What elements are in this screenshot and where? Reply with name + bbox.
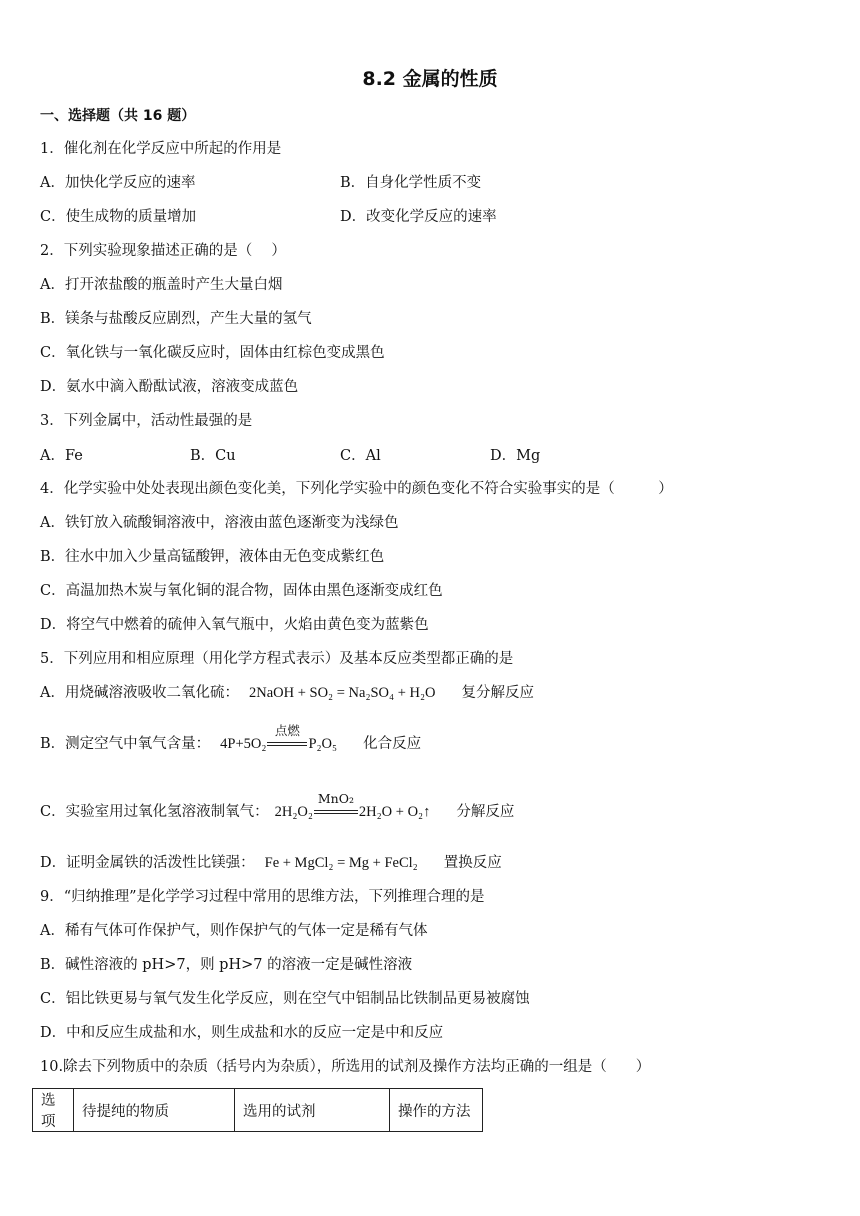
table-header-row [33,1089,483,1132]
question-2-stem: 2．下列实验现象描述正确的是（ ） [40,243,286,259]
question-5-stem: 5．下列应用和相应原理（用化学方程式表示）及基本反应类型都正确的是 [40,651,514,667]
question-4-stem: 4．化学实验中处处表现出颜色变化美，下列化学实验中的颜色变化不符合实验事实的是（ ） [40,481,673,497]
question-3-option-a: A．Fe [40,448,83,464]
question-3-option-c: C．Al [340,448,381,464]
question-1-option-c: C．使生成物的质量增加 [40,209,197,225]
question-1-option-d: D．改变化学反应的速率 [340,209,497,225]
question-9-option-c: C．铝比铁更易与氧气发生化学反应，则在空气中铝制品比铁制品更易被腐蚀 [40,991,530,1007]
option-a-equation: 2NaOH + SO₂ = Na₂SO₄ + H₂O [248,685,436,701]
question-1-option-a: A．加快化学反应的速率 [40,175,196,191]
question-3-option-d: D．Mg [490,448,541,464]
option-c-reaction-type: 分解反应 [456,804,515,820]
option-a-text: A．用烧碱溶液吸收二氧化硫： [40,685,239,701]
table-header-cell: 选用的试剂 [235,1089,390,1132]
question-3-option-b: B．Cu [190,448,236,464]
question-1-stem: 1．催化剂在化学反应中所起的作用是 [40,141,282,157]
question-9-option-b: B．碱性溶液的 pH>7，则 pH>7 的溶液一定是碱性溶液 [40,957,413,973]
double-line-icon [267,742,307,746]
reaction-condition-arrow [314,791,358,817]
options-table [32,1088,483,1132]
question-9-option-a: A．稀有气体可作保护气，则作保护气的气体一定是稀有气体 [40,923,428,939]
question-10-stem: 10.除去下列物质中的杂质（括号内为杂质），所选用的试剂及操作方法均正确的一组是（ ） [40,1059,651,1075]
double-line-icon [314,810,358,814]
question-2-option-a: A．打开浓盐酸的瓶盖时产生大量白烟 [40,277,283,293]
question-5-option-a [40,683,534,703]
reaction-condition-arrow [267,723,307,749]
option-c-products: 2H₂O + O₂↑ [358,804,431,820]
option-d-text: D．证明金属铁的活泼性比镁强： [40,855,255,871]
question-5-option-c [40,791,515,822]
question-4-option-a: A．铁钉放入硫酸铜溶液中，溶液由蓝色逐渐变为浅绿色 [40,515,399,531]
option-a-reaction-type: 复分解反应 [461,685,535,701]
option-d-equation: Fe + MgCl₂ = Mg + FeCl₂ [264,855,418,871]
question-4-option-b: B．往水中加入少量高锰酸钾，液体由无色变成紫红色 [40,549,385,565]
reaction-condition-label: MnO₂ [317,791,354,806]
question-3-stem: 3．下列金属中，活动性最强的是 [40,413,253,429]
table-header-cell: 选项 [33,1089,74,1132]
option-b-reactants: 4P+5O₂ [220,736,267,752]
reaction-condition-label: 点燃 [274,723,300,738]
option-c-text: C．实验室用过氧化氢溶液制氧气： [40,804,269,820]
option-b-products: P₂O₅ [308,736,338,752]
question-1-option-b: B．自身化学性质不变 [340,175,482,191]
question-9-option-d: D．中和反应生成盐和水，则生成盐和水的反应一定是中和反应 [40,1025,444,1041]
table-header-cell: 操作的方法 [390,1089,483,1132]
table-header-cell: 待提纯的物质 [74,1089,235,1132]
section-heading: 一、选择题（共 16 题） [40,108,196,124]
option-b-text: B．测定空气中氧气含量： [40,736,211,752]
question-4-option-c: C．高温加热木炭与氧化铜的混合物，固体由黑色逐渐变成红色 [40,583,443,599]
option-b-reaction-type: 化合反应 [363,736,422,752]
question-4-option-d: D．将空气中燃着的硫伸入氧气瓶中，火焰由黄色变为蓝紫色 [40,617,429,633]
question-9-stem: 9．“归纳推理”是化学学习过程中常用的思维方法，下列推理合理的是 [40,889,485,905]
question-2-option-d: D．氨水中滴入酚酞试液，溶液变成蓝色 [40,379,299,395]
question-5-option-d [40,853,502,873]
question-2-option-b: B．镁条与盐酸反应剧烈，产生大量的氢气 [40,311,312,327]
option-d-reaction-type: 置换反应 [443,855,502,871]
option-c-reactants: 2H₂O₂ [274,804,313,820]
page-title: 8.2 金属的性质 [362,68,498,90]
question-5-option-b [40,723,422,754]
question-2-option-c: C．氧化铁与一氧化碳反应时，固体由红棕色变成黑色 [40,345,385,361]
